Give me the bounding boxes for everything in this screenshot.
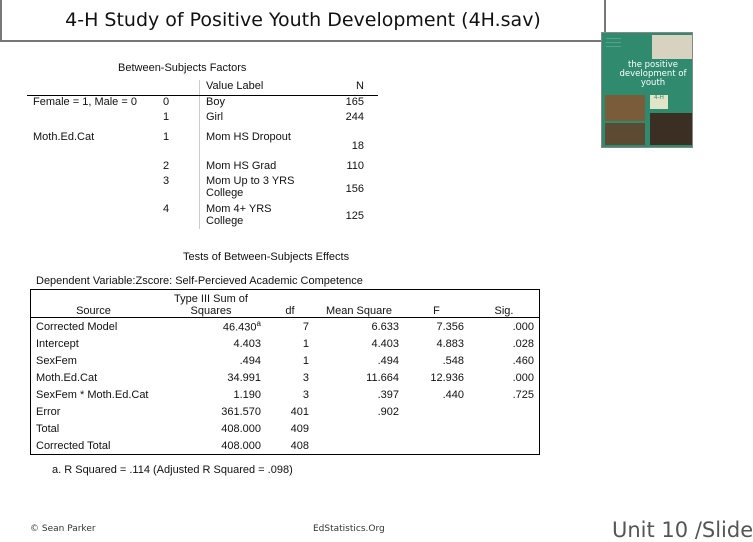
table-row: 4 Mom 4+ YRS College 125	[163, 203, 364, 227]
factors-caption: Between-Subjects Factors	[118, 62, 247, 74]
table-row: SexFem .494 1 .494 .548 .460	[36, 354, 534, 367]
table-row: 1 Girl 244	[27, 111, 378, 131]
header-ss: Type III Sum of Squares	[156, 290, 266, 318]
header-value-label: Value Label	[200, 80, 309, 96]
cover-photo-left	[605, 95, 645, 121]
table-row: Corrected Model 46.430$^a$ 7 6.633 7.356 .000	[36, 319, 534, 334]
footer-unit-slide: Unit 10 /Slide	[612, 518, 753, 542]
table-row: 3 Mom Up to 3 YRS College 156	[27, 175, 378, 203]
table-row: Total 408.000 409	[36, 422, 309, 435]
table-row: Corrected Total 408.000 408	[36, 439, 309, 452]
header-f: F	[404, 290, 469, 318]
table-header-row	[27, 80, 378, 96]
book-cover-image	[601, 32, 693, 148]
header-sig: Sig.	[469, 290, 540, 318]
slide-title: 4-H Study of Positive Youth Development (4H.sav)	[65, 9, 541, 31]
header-source: Source	[31, 290, 157, 318]
table-header-row	[31, 290, 540, 318]
header-n: N	[308, 80, 378, 96]
table-row: Error 361.570 401 .902	[36, 405, 399, 418]
between-subjects-factors-table	[27, 80, 378, 229]
cover-small-text: ————— ————— —————	[606, 36, 621, 48]
table-row: Intercept 4.403 1 4.403 4.883 .028	[36, 337, 534, 350]
cover-logo: 4-H	[650, 95, 668, 109]
footer-author: © Sean Parker	[30, 524, 96, 534]
between-subjects-effects-table	[30, 289, 540, 455]
table-row: Female = 1, Male = 0 0 Boy 165	[27, 96, 378, 112]
header-ms: Mean Square	[314, 290, 404, 318]
table-row: 2 Mom HS Grad 110	[27, 160, 378, 175]
table-row: Moth.Ed.Cat 1 Mom HS Dropout 18	[27, 131, 378, 160]
dependent-variable-label: Dependent Variable:Zscore: Self-Percieved Academic Competence	[36, 275, 363, 287]
effects-caption: Tests of Between-Subjects Effects	[183, 251, 350, 263]
cover-title: the positive development of youth	[619, 60, 687, 88]
cover-photo-top	[652, 35, 692, 59]
table-row: Moth.Ed.Cat 34.991 3 11.664 12.936 .000	[36, 371, 534, 384]
header-df: df	[266, 290, 314, 318]
table-row: SexFem * Moth.Ed.Cat 1.190 3 .397 .440 .725	[36, 388, 534, 401]
cover-photo-bottom-right	[650, 113, 692, 145]
cover-photo-bottom-left	[605, 123, 645, 145]
slide-title-bar	[0, 0, 606, 42]
table-footnote: a. R Squared = .114 (Adjusted R Squared = .098)	[52, 464, 293, 476]
footer-site: EdStatistics.Org	[313, 524, 385, 534]
